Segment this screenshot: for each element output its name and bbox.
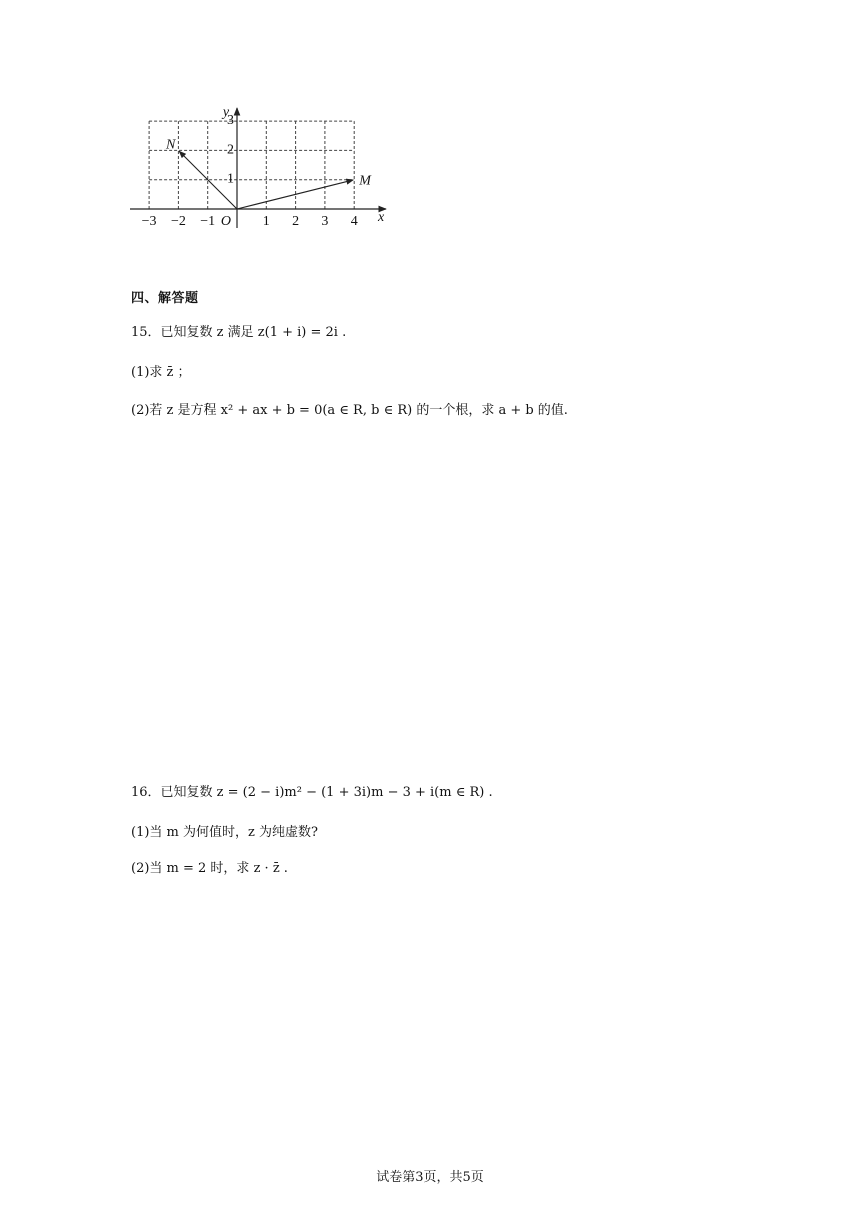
question-15-stem: 15．已知复数 z 满足 z(1 + i) = 2i . (131, 325, 347, 340)
question-16-stem: 16．已知复数 z = (2 − i)m² − (1 + 3i)m − 3 + i(m ∈ R) . (131, 785, 493, 800)
dashed-grid (149, 121, 354, 209)
question-15-part-2: (2)若 z 是方程 x² + ax + b = 0(a ∈ R, b ∈ R) 的一个根，求 a + b 的值. (131, 403, 568, 418)
x-tick-label: 4 (350, 214, 358, 229)
question-15-part-1: (1)求 z̄ ； (131, 365, 191, 380)
y-tick-label: 2 (227, 142, 234, 158)
point-m-label: M (359, 173, 371, 189)
x-tick-label: 1 (262, 214, 270, 229)
page-footer: 试卷第3页，共5页 (376, 1170, 484, 1185)
vector-diagram (128, 104, 390, 230)
x-axis-label: x (378, 210, 385, 225)
x-tick-label: −2 (170, 214, 186, 229)
y-tick-label: 3 (227, 113, 234, 129)
x-tick-label: 2 (292, 214, 300, 229)
vector-o-m (237, 180, 353, 209)
x-tick-label: −1 (200, 214, 216, 229)
y-tick-label: 1 (227, 171, 234, 187)
y-axis-label: y (222, 105, 230, 120)
origin-label: O (220, 214, 231, 229)
x-tick-label: −3 (141, 214, 157, 229)
x-tick-label: 3 (321, 214, 329, 229)
question-16-part-1: (1)当 m 为何值时，z 为纯虚数? (131, 825, 318, 840)
coordinate-figure (128, 104, 390, 230)
point-n-label: N (166, 137, 176, 153)
question-16-part-2: (2)当 m = 2 时，求 z · z̄ . (131, 861, 288, 876)
axes (130, 108, 386, 228)
section-heading: 四、解答题 (131, 291, 199, 306)
